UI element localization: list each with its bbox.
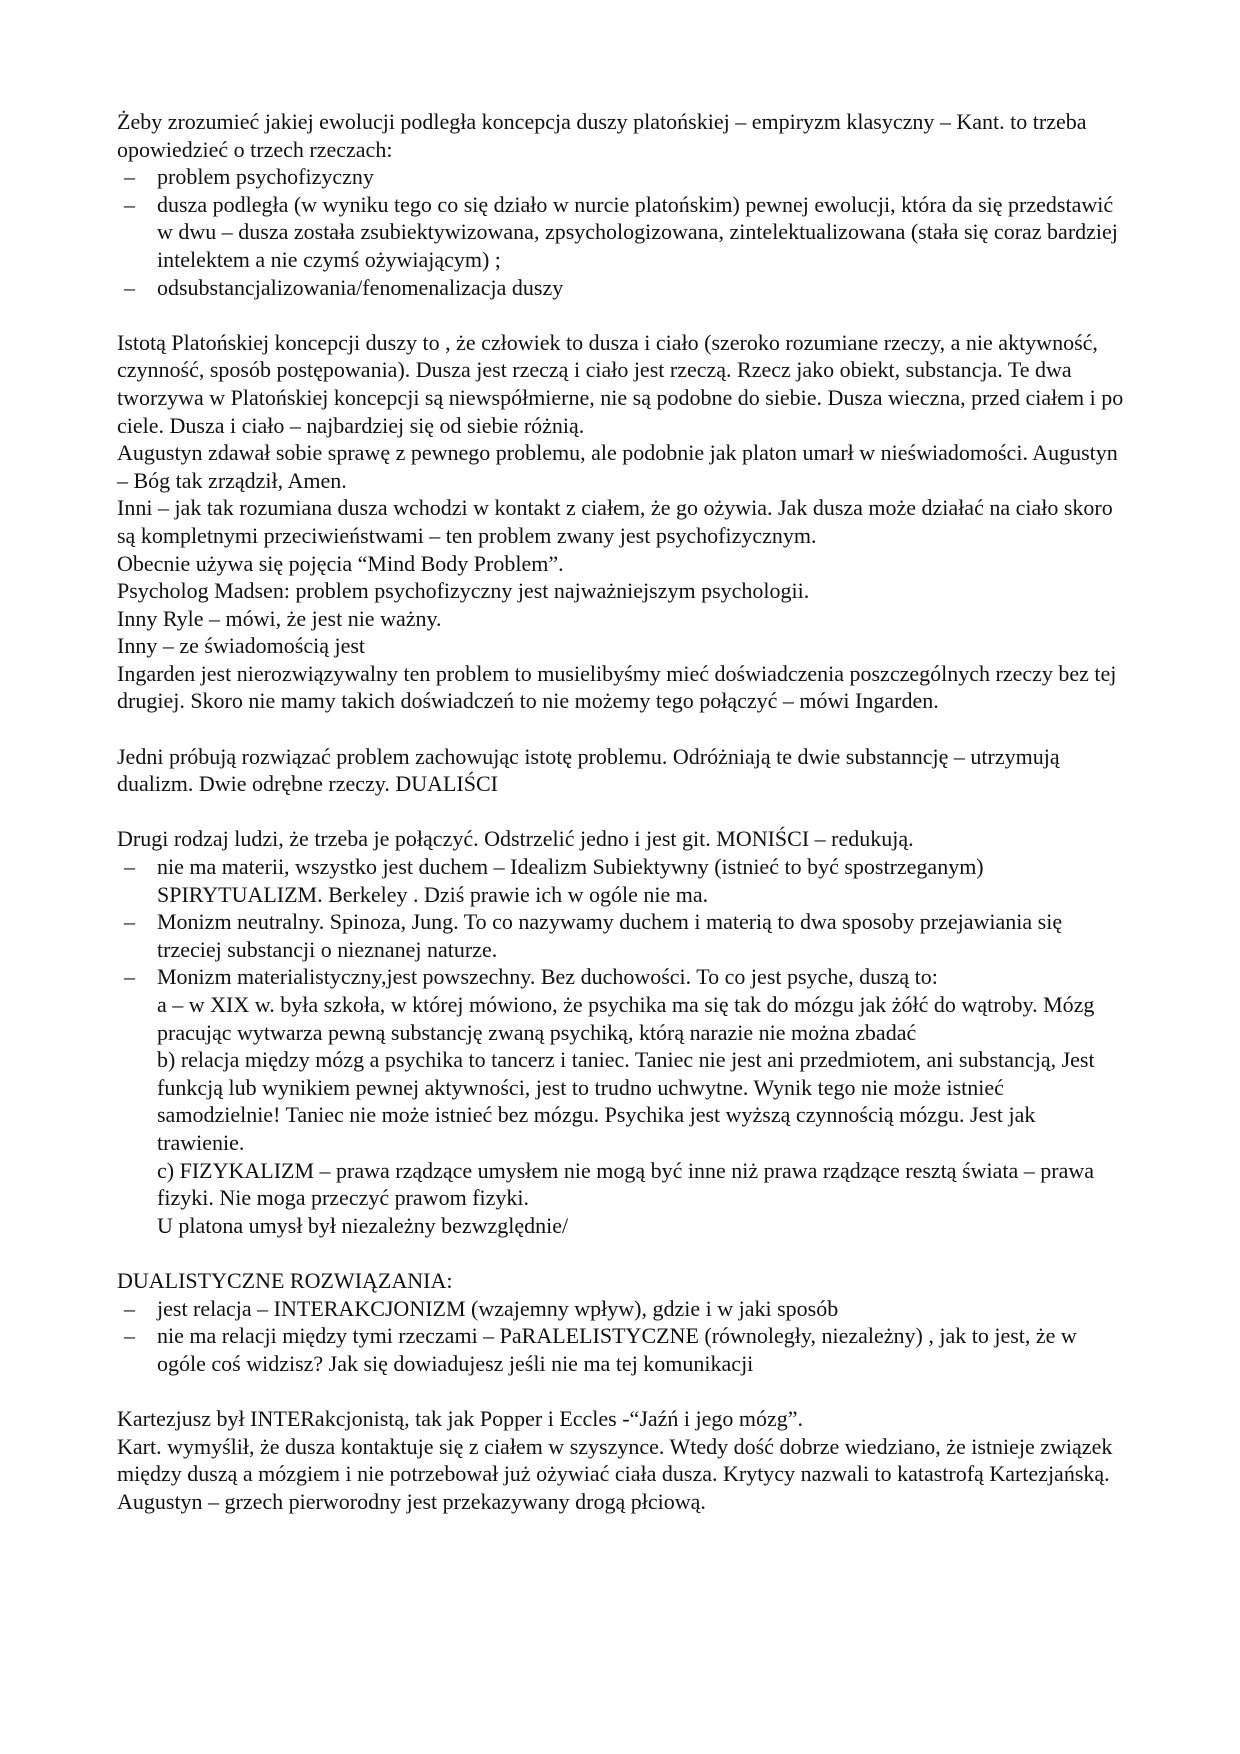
dualism-list [117,1295,1127,1378]
paragraph: Augustyn – grzech pierworodny jest przekazywany drogą płciową. [117,1488,706,1514]
paragraph: Inny Ryle – mówi, że jest nie ważny. [117,605,442,631]
sub-point-b: b) relacja między mózg a psychika to tancerz i taniec. Taniec nie jest ani przedmiotem, ani substancją, Jest funkcją lub wynikiem pewnej aktywności, jest to trudno uchwytne. Wynik tego nie może istnieć samodzielnie! Taniec nie może istnieć bez mózgu. Psychika jest wyższą czynnością mózgu. Jest jak trawienie. [157,1047,1095,1155]
paragraph: Istotą Platońskiej koncepcji duszy to , że człowiek to dusza i ciało (szeroko rozumiane rzeczy, a nie aktywność, czynność, sposób postępowania). Dusza jest rzeczą i ciało jest rzeczą. Rzecz jako obiekt, substancja. Te dwa tworzywa w Platońskiej koncepcji są niewspółmierne, nie są podobne do siebie. Dusza wieczna, przed ciałem i po ciele. Dusza i ciało – najbardziej się od siebie różnią. [117,329,1124,438]
list-item [117,963,1127,1239]
list-item: – nie ma materii, wszystko jest duchem – Idealizm Subiektywny (istnieć to być spostrzeganym) SPIRYTUALIZM. Berkeley . Dziś prawie ich w ogóle nie ma. [117,853,1127,908]
paragraph-gap [117,715,1127,743]
monism-list [117,853,1127,1239]
list-item: – Monizm neutralny. Spinoza, Jung. To co nazywamy duchem i materią to dwa sposoby przejawiania się trzeciej substancji o nieznanej naturze. [117,908,1127,963]
sub-point-c: c) FIZYKALIZM – prawa rządzące umysłem nie mogą być inne niż prawa rządzące resztą świata – prawa fizyki. Nie moga przeczyć prawom fizyki. [157,1157,1095,1211]
intro-list [117,163,1127,301]
document-page [117,108,1127,1515]
paragraph: Ingarden jest nierozwiązywalny ten problem to musielibyśmy mieć doświadczenia poszczególnych rzeczy bez tej drugiej. Skoro nie mamy takich doświadczeń to nie możemy tego połączyć – mówi Ingarden. [117,660,1117,714]
paragraph: Inny – ze świadomością jest [117,633,366,659]
paragraph: Kartezjusz był INTERakcjonistą, tak jak Popper i Eccles -“Jaźń i jego mózg”. [117,1405,804,1431]
paragraph: Drugi rodzaj ludzi, że trzeba je połączyć. Odstrzelić jedno i jest git. MONIŚCI – redukują. [117,826,914,852]
paragraph-gap [117,1239,1127,1267]
paragraph: Inni – jak tak rozumiana dusza wchodzi w kontakt z ciałem, że go ożywia. Jak dusza może działać na ciało skoro są kompletnymi przeciwieństwami – ten problem zwany jest psychofizycznym. [117,495,1113,548]
sub-point-a: a – w XIX w. była szkoła, w której mówiono, że psychika ma się tak do mózgu jak żółć do wątroby. Mózg pracując wytwarza pewną substancję zwaną psychiką, którą narazie nie można zbadać [157,992,1095,1045]
paragraph: Psycholog Madsen: problem psychofizyczny jest najważniejszym psychologii. [117,578,810,604]
list-item: – problem psychofizyczny [117,163,1127,191]
paragraph-gap [117,1377,1127,1405]
sub-point-note: U platona umysł był niezależny bezwzględnie/ [157,1212,569,1238]
list-item-lead: – Monizm materialistyczny,jest powszechny. Bez duchowości. To co jest psyche, duszą to: [157,964,938,990]
paragraph: Obecnie używa się pojęcia “Mind Body Problem”. [117,550,564,576]
intro-paragraph: Żeby zrozumieć jakiej ewolucji podległa koncepcja duszy platońskiej – empiryzm klasyczny – Kant. to trzeba opowiedzieć o trzech rzeczach: [117,109,1087,162]
paragraph-gap [117,798,1127,826]
list-item: – odsubstancjalizowania/fenomenalizacja duszy [117,274,1127,302]
list-item: – nie ma relacji między tymi rzeczami – PaRALELISTYCZNE (równoległy, niezależny) , jak to jest, że w ogóle coś widzisz? Jak się dowiadujesz jeśli nie ma tej komunikacji [117,1322,1127,1377]
paragraph: Augustyn zdawał sobie sprawę z pewnego problemu, ale podobnie jak platon umarł w nieświadomości. Augustyn – Bóg tak zrządził, Amen. [117,440,1118,493]
list-item: – dusza podległa (w wyniku tego co się działo w nurcie platońskim) pewnej ewolucji, która da się przedstawić w dwu – dusza została zsubiektywizowana, zpsychologizowana, zintelektualizowana (stała się coraz bardziej intelektem a nie czymś ożywiającym) ; [117,191,1127,274]
paragraph-gap [117,301,1127,329]
paragraph: Kart. wymyślił, że dusza kontaktuje się z ciałem w szyszynce. Wtedy dość dobrze wiedziano, że istnieje związek między duszą a mózgiem i nie potrzebował już ożywiać ciała dusza. Krytycy nazwali to katastrofą Kartezjańską. [117,1433,1113,1487]
paragraph: Jedni próbują rozwiązać problem zachowując istotę problemu. Odróżniają te dwie substanncję – utrzymują dualizm. Dwie odrębne rzeczy. DUALIŚCI [117,743,1060,797]
section-heading: DUALISTYCZNE ROZWIĄZANIA: [117,1267,453,1293]
list-item: – jest relacja – INTERAKCJONIZM (wzajemny wpływ), gdzie i w jaki sposób [117,1295,1127,1323]
